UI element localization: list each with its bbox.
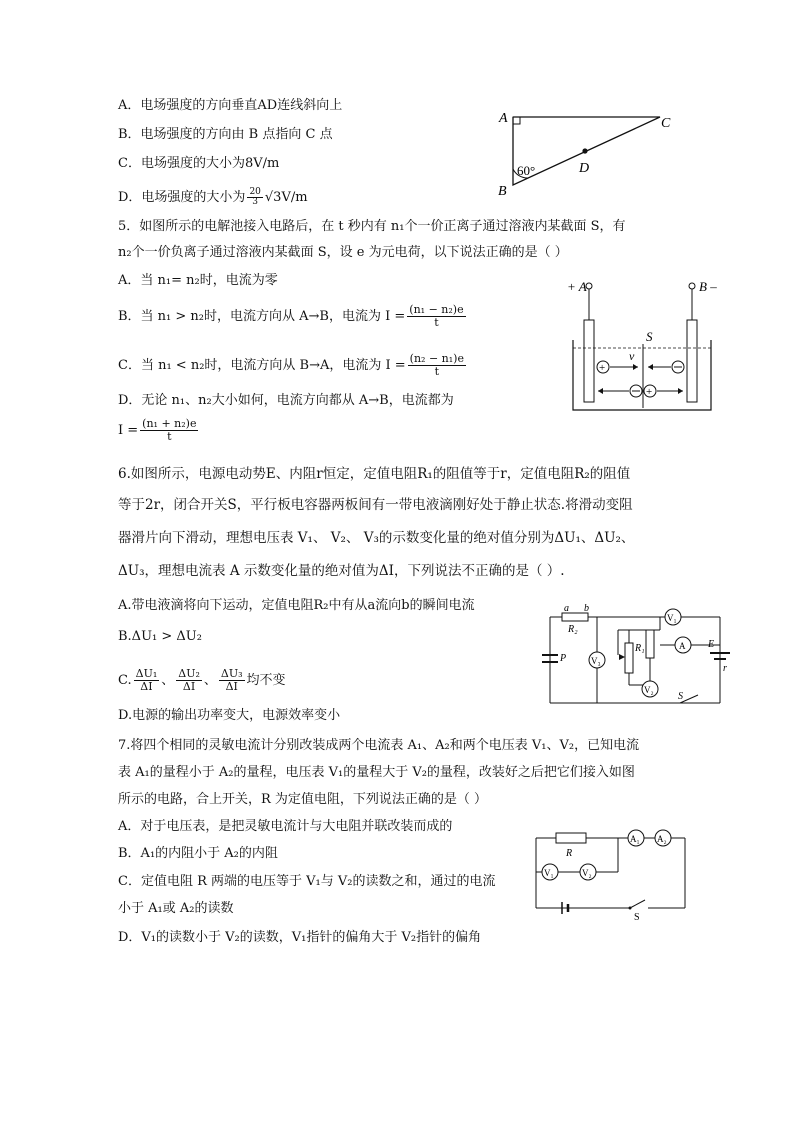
q4-option-d bbox=[118, 188, 308, 207]
q6-label-ammeter: A bbox=[679, 641, 686, 651]
q7-label-a2: A₂ bbox=[657, 834, 667, 844]
q5-label-s: S bbox=[646, 329, 653, 344]
q4-triangle-figure bbox=[495, 105, 675, 200]
q5-stem-line1: 5．如图所示的电解池接入电路后，在 t 秒内有 n₁个一价正离子通过溶液内某截面 S，有 bbox=[118, 219, 626, 234]
q6-label-v3: V₃ bbox=[591, 656, 601, 666]
q6-c-frac3-den: ΔI bbox=[225, 680, 238, 693]
q5-option-d-formula bbox=[118, 418, 200, 443]
q4-option-c: C．电场强度的大小为8V/m bbox=[118, 156, 280, 171]
q4-label-a: A bbox=[499, 111, 508, 126]
q6-label-r1: R₁ bbox=[635, 643, 645, 654]
q6-c-prefix: C. bbox=[118, 673, 132, 688]
q6-label-a: a bbox=[564, 603, 569, 614]
q4-label-d: D bbox=[579, 161, 590, 176]
q5-option-d: D．无论 n₁、n₂大小如何，电流方向都从 A→B，电流都为 bbox=[118, 393, 454, 408]
svg-text:+: + bbox=[599, 362, 606, 374]
q6-c-frac3-num: ΔU₃ bbox=[220, 667, 243, 680]
q6-c-frac1-num: ΔU₁ bbox=[135, 667, 158, 680]
q5-label-b-minus: B – bbox=[699, 279, 717, 294]
q4-option-d-text: D．电场强度的大小为 bbox=[118, 190, 246, 205]
q4-d-denominator: 3 bbox=[252, 197, 259, 207]
q5-d-numerator: (n₁ + n₂)e bbox=[142, 417, 197, 430]
q6-c-frac2-den: ΔI bbox=[182, 680, 196, 693]
q6-stem-line2: 等于2r，闭合开关S，平行板电容器两板间有一带电液滴刚好处于静止状态.将滑动变阻 bbox=[118, 497, 633, 513]
q7-label-v2: V₂ bbox=[582, 868, 592, 878]
q6-option-b: B.ΔU₁ > ΔU₂ bbox=[118, 629, 202, 644]
q6-stem-line3: 器滑片向下滑动，理想电压表 V₁、 V₂、 V₃的示数变化量的绝对值分别为ΔU₁、ΔU₂、 bbox=[118, 530, 635, 546]
q6-stem-line1: 6.如图所示，电源电动势E、内阻r恒定，定值电阻R₁的阻值等于r，定值电阻R₂的阻值 bbox=[118, 466, 631, 482]
svg-text:+: + bbox=[646, 386, 653, 398]
q5-electrolysis-figure bbox=[565, 278, 725, 413]
q6-option-d: D.电源的输出功率变大，电源效率变小 bbox=[118, 708, 341, 723]
q6-label-s: S bbox=[678, 691, 683, 702]
q6-c-suffix: 均不变 bbox=[246, 673, 286, 688]
q4-label-c: C bbox=[661, 116, 671, 131]
q5-label-plus-a: + A bbox=[567, 279, 587, 294]
q5-b-denominator: t bbox=[434, 316, 439, 329]
q7-label-v1: V₁ bbox=[544, 868, 554, 878]
q7-stem-line3: 所示的电路，合上开关，R 为定值电阻，下列说法正确的是（ ） bbox=[118, 792, 488, 807]
q5-c-denominator: t bbox=[434, 365, 440, 378]
q7-circuit-figure bbox=[530, 826, 690, 923]
q7-option-c-line1: C．定值电阻 R 两端的电压等于 V₁与 V₂的读数之和，通过的电流 bbox=[118, 874, 496, 889]
q7-option-d: D．V₁的读数小于 V₂的读数，V₁指针的偏角大于 V₂指针的偏角 bbox=[118, 930, 482, 945]
q6-c-frac2-num: ΔU₂ bbox=[178, 667, 200, 680]
q7-option-c-line2: 小于 A₁或 A₂的读数 bbox=[118, 901, 234, 916]
q5-option-a: A．当 n₁= n₂时，电流为零 bbox=[118, 273, 278, 288]
q5-b-numerator: (n₁ − n₂)e bbox=[409, 303, 464, 316]
q4-option-b: B．电场强度的方向由 B 点指向 C 点 bbox=[118, 127, 333, 142]
q6-label-p: P bbox=[560, 653, 567, 664]
q6-circuit-figure bbox=[540, 605, 730, 715]
q5-stem-line2: n₂个一价负离子通过溶液内某截面 S，设 e 为元电荷，以下说法正确的是（ ） bbox=[118, 245, 568, 260]
q4-option-a: A．电场强度的方向垂直AD连线斜向上 bbox=[118, 98, 343, 113]
q6-label-r: r bbox=[723, 663, 727, 674]
q4-option-d-suffix: √3V/m bbox=[264, 190, 308, 205]
q7-option-b: B．A₁的内阻小于 A₂的内阻 bbox=[118, 846, 278, 861]
q6-label-e: E bbox=[708, 639, 715, 650]
q7-label-a1: A₁ bbox=[630, 834, 640, 844]
q5-label-v: v bbox=[629, 349, 635, 363]
q5-c-numerator: (n₂ − n₁)e bbox=[409, 352, 464, 365]
q6-c-frac1-den: ΔI bbox=[140, 680, 153, 693]
q5-d-denominator: t bbox=[167, 430, 172, 443]
q7-stem-line1: 7.将四个相同的灵敏电流计分别改装成两个电流表 A₁、A₂和两个电压表 V₁、V₂，已知电流 bbox=[118, 738, 640, 753]
q7-label-s: S bbox=[634, 912, 640, 923]
q6-label-v1: V₁ bbox=[667, 613, 677, 623]
q6-label-v2: V₂ bbox=[644, 685, 654, 695]
q5-option-c bbox=[118, 353, 468, 378]
q4-label-b: B bbox=[498, 184, 507, 199]
q4-d-numerator: 20 bbox=[249, 187, 261, 197]
q4-angle-label: 60° bbox=[517, 163, 536, 178]
q6-option-c: C. $\frac{\text{ΔU₁}}{\Delta I}$ 、 $\frac{\text{ΔU₂}}{\Delta I}$ 、 $\frac{\text{ΔU₃}}{\Delta I}$ 均不变 bbox=[118, 667, 286, 693]
q7-option-a: A．对于电压表，是把灵敏电流计与大电阻并联改装而成的 bbox=[118, 819, 453, 834]
q5-option-c-text: C．当 n₁ < n₂时，电流方向从 B→A，电流为 I = bbox=[118, 358, 406, 373]
q5-option-b bbox=[118, 304, 468, 329]
q6-label-r2: R₂ bbox=[568, 624, 578, 635]
q5-d-lhs: I = bbox=[118, 423, 139, 438]
q6-option-a: A.带电液滴将向下运动，定值电阻R₂中有从a流向b的瞬间电流 bbox=[118, 598, 475, 613]
q7-stem-line2: 表 A₁的量程小于 A₂的量程，电压表 V₁的量程大于 V₂的量程，改装好之后把它们接入如图 bbox=[118, 765, 635, 780]
q7-label-r: R bbox=[566, 848, 573, 859]
q6-label-b: b bbox=[584, 603, 589, 614]
q6-stem-line4: ΔU₃，理想电流表 A 示数变化量的绝对值为ΔI，下列说法不正确的是（ ）. bbox=[118, 563, 565, 579]
q5-option-b-text: B．当 n₁ > n₂时，电流方向从 A→B，电流为 I = bbox=[118, 309, 406, 324]
